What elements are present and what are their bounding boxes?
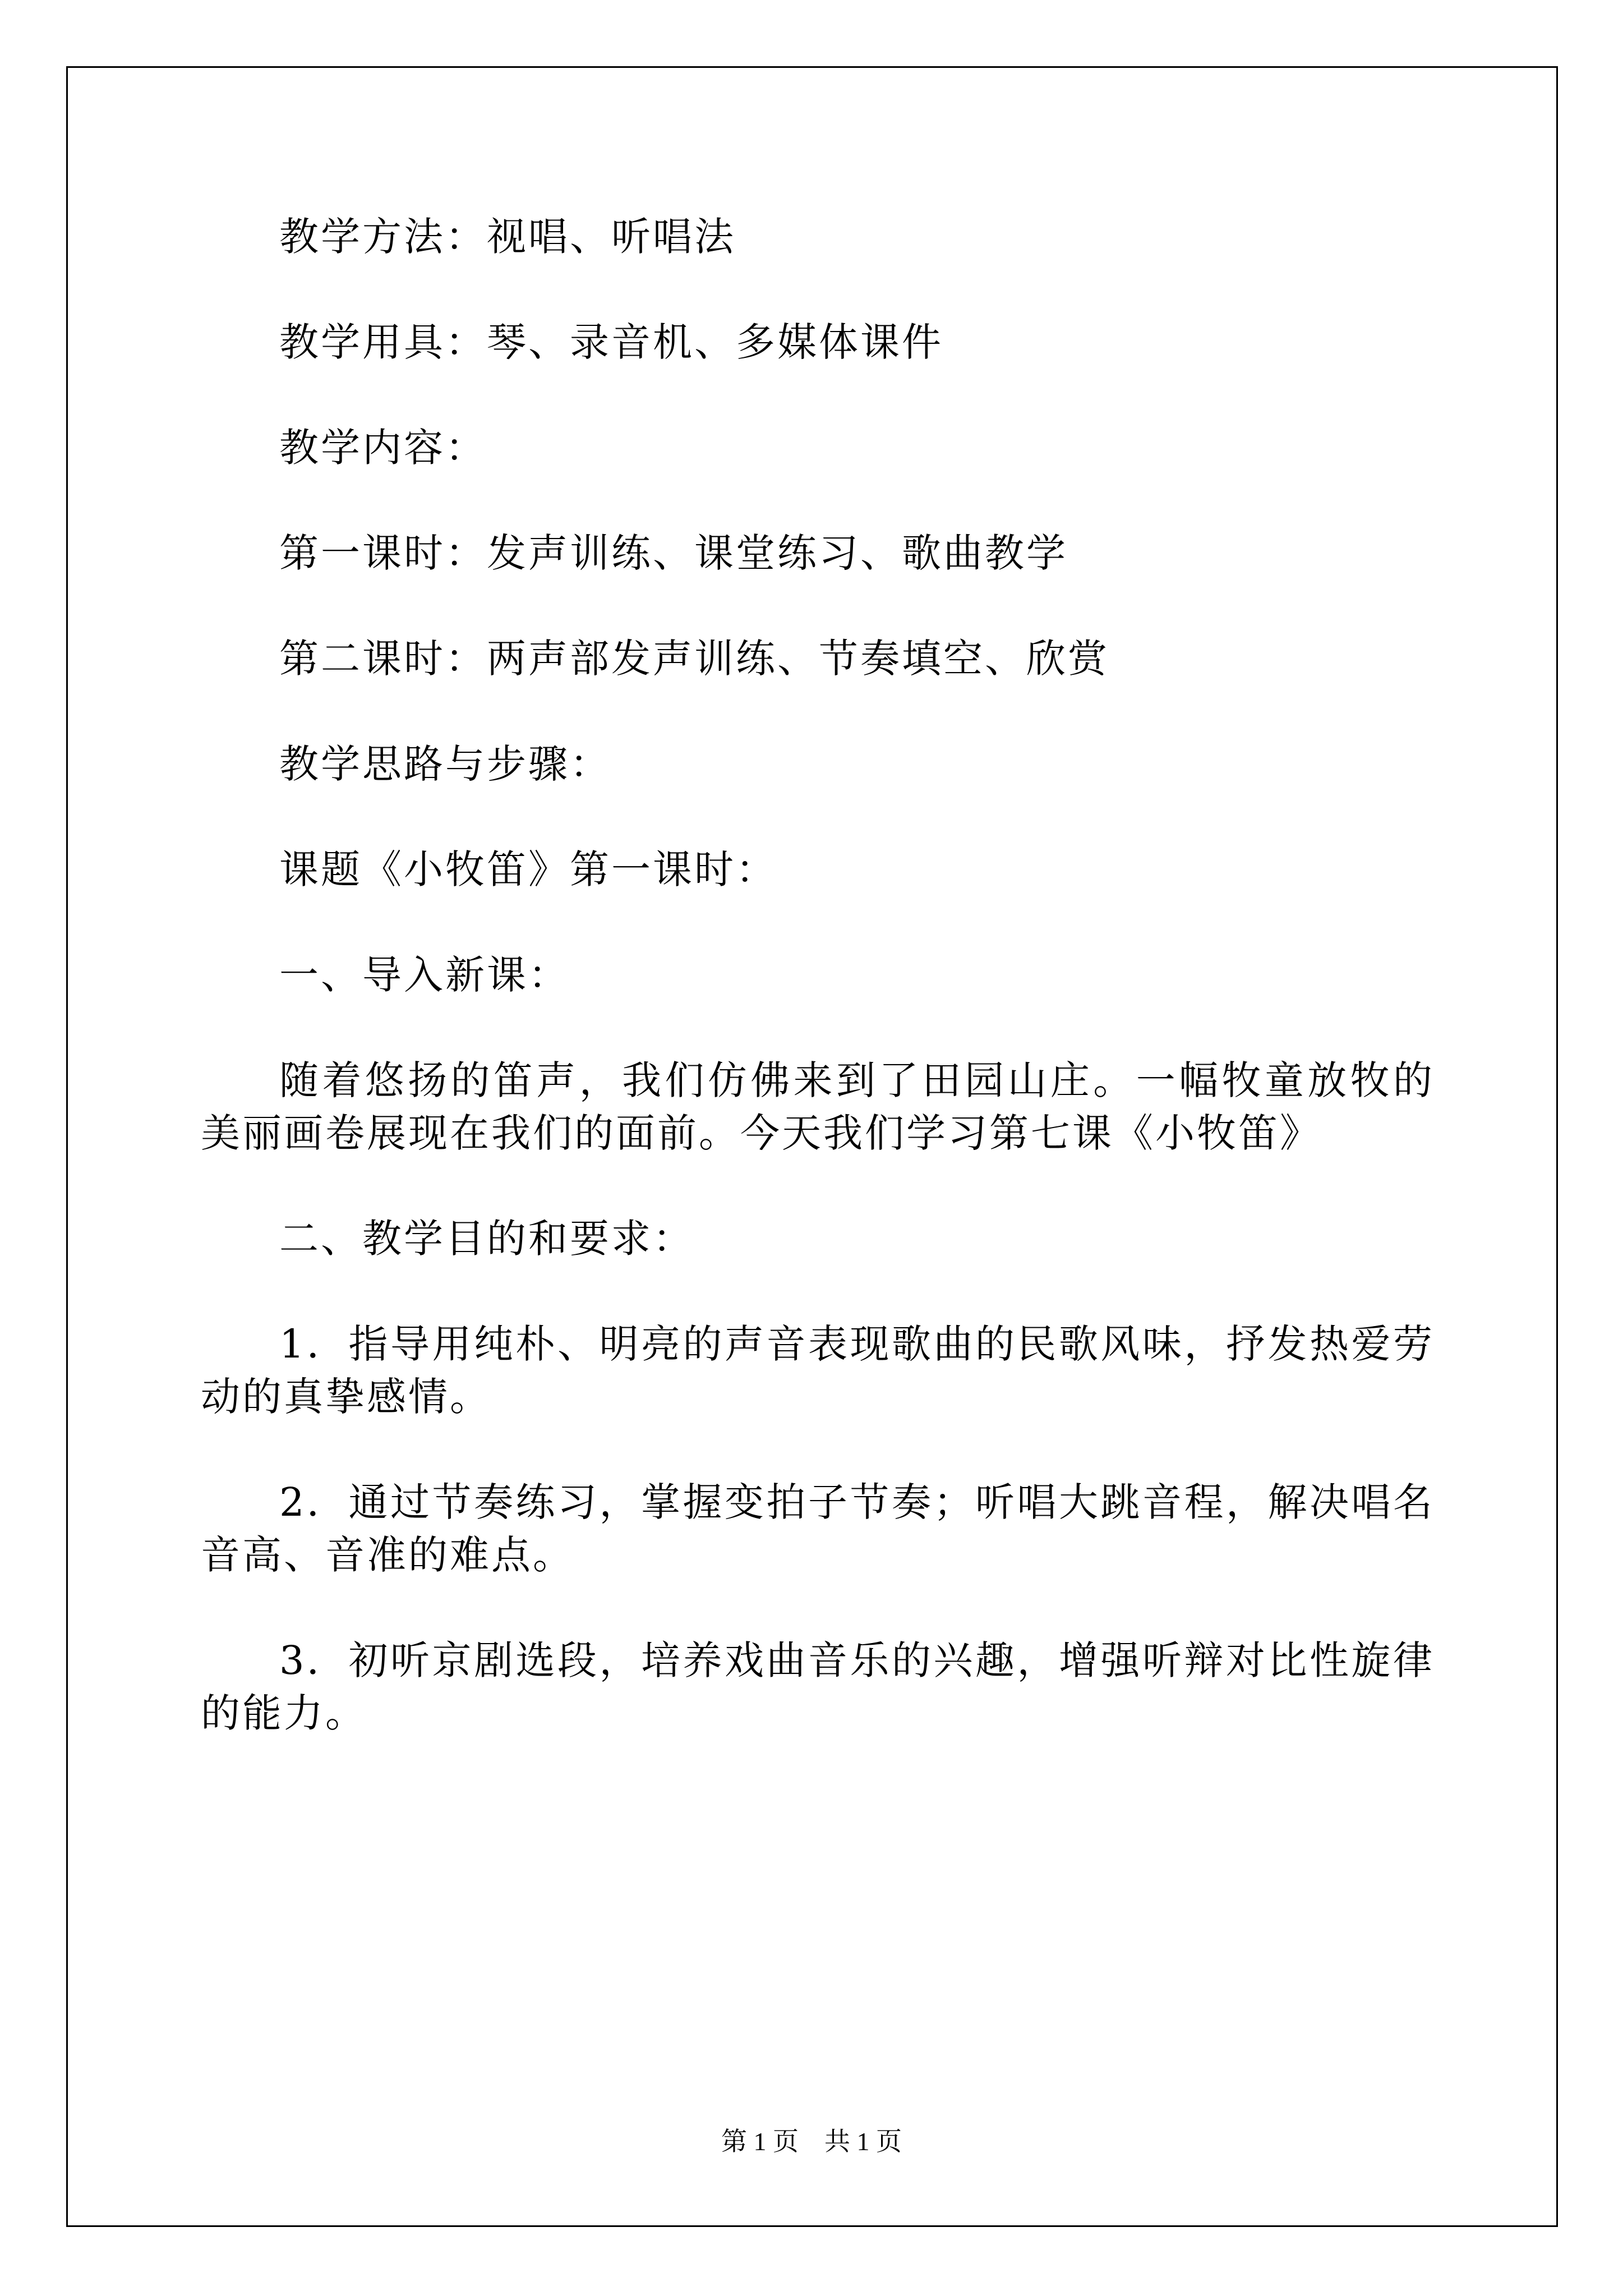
goal-item-1: 1．指导用纯朴、明亮的声音表现歌曲的民歌风味，抒发热爱劳动的真挚感情。 [201,1321,1435,1420]
page-number-footer: 第 1 页 共 1 页 [721,2127,902,2156]
paragraph-lesson-one: 第一课时：发声训练、课堂练习、歌曲教学 [279,530,1068,576]
heading-introduction: 一、导入新课： [279,952,570,998]
paragraph-lesson-two: 第二课时：两声部发声训练、节奏填空、欣赏 [279,636,1109,682]
paragraph-teaching-steps: 教学思路与步骤： [279,741,611,787]
heading-goals: 二、教学目的和要求： [279,1216,694,1262]
document-body [201,210,1435,1792]
paragraph-introduction: 随着悠扬的笛声，我们仿佛来到了田园山庄。一幅牧童放牧的美丽画卷展现在我们的面前。今天我们学习第七课《小牧笛》 [201,1057,1435,1156]
goal-item-2: 2．通过节奏练习，掌握变拍子节奏；听唱大跳音程，解决唱名音高、音准的难点。 [201,1479,1435,1578]
paragraph-teaching-tools: 教学用具：琴、录音机、多媒体课件 [279,319,943,365]
paragraph-teaching-content: 教学内容： [279,425,487,471]
paragraph-topic: 课题《小牧笛》第一课时： [279,846,777,892]
paragraph-teaching-method: 教学方法：视唱、听唱法 [279,214,736,260]
goal-item-3: 3．初听京剧选段，培养戏曲音乐的兴趣，增强听辩对比性旋律的能力。 [201,1637,1435,1736]
